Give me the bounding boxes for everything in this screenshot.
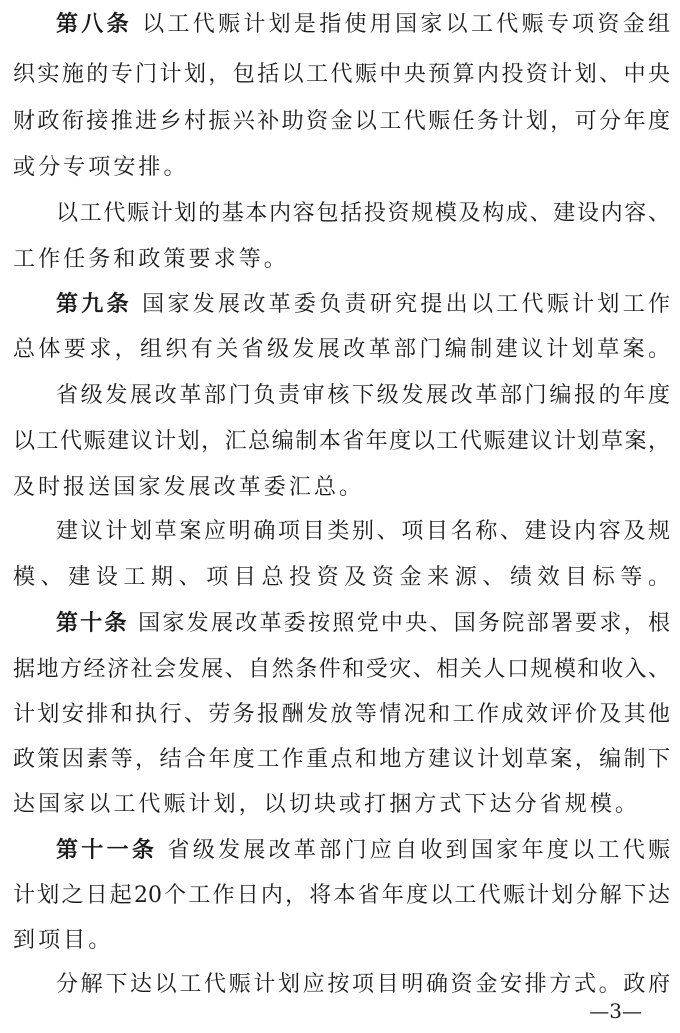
paragraph-text: 国家发展改革委按照党中央、国务院部署要求，根: [138, 611, 670, 636]
text-line: [13, 926, 670, 956]
text-line: [13, 745, 670, 775]
text-line: [13, 473, 670, 503]
article-8-heading-line: [56, 10, 670, 40]
page-number: —3—: [589, 999, 642, 1023]
text-line: [13, 60, 670, 90]
text-line: [13, 153, 670, 183]
text-line: [56, 381, 670, 411]
article-label: 第九条: [56, 292, 132, 317]
paragraph-text: 政策因素等，结合年度工作重点和地方建议计划草案，编制下: [13, 747, 670, 772]
article-label: 第十条: [56, 611, 129, 636]
text-line: [13, 790, 670, 820]
paragraph-text: 织实施的专门计划，包括以工代赈中央预算内投资计划、中央: [13, 62, 670, 87]
paragraph-text: 及时报送国家发展改革委汇总。: [13, 475, 365, 500]
text-line: [56, 970, 670, 1000]
text-line: [13, 655, 670, 685]
paragraph-text: 达国家以工代赈计划，以切块或打捆方式下达分省规模。: [13, 792, 641, 817]
text-line: [56, 517, 670, 547]
article-label: 第八条: [56, 12, 132, 37]
article-9-heading-line: [56, 290, 670, 320]
paragraph-text: 建议计划草案应明确项目类别、项目名称、建设内容及规: [56, 519, 670, 544]
text-line: [13, 335, 670, 365]
text-line: [13, 245, 670, 275]
paragraph-text: 以工代赈计划的基本内容包括投资规模及构成、建设内容、: [56, 201, 670, 226]
paragraph-text: 国家发展改革委负责研究提出以工代赈计划工作: [142, 292, 670, 317]
paragraph-text: 据地方经济社会发展、自然条件和受灾、相关人口规模和收入、: [13, 657, 670, 682]
article-11-heading-line: [56, 836, 670, 866]
text-line: [13, 881, 670, 911]
text-line: [56, 199, 670, 229]
paragraph-text: 以工代赈建议计划，汇总编制本省年度以工代赈建议计划草案，: [13, 429, 670, 454]
paragraph-text: 以工代赈计划是指使用国家以工代赈专项资金组: [142, 12, 670, 37]
paragraph-text: 财政衔接推进乡村振兴补助资金以工代赈任务计划，可分年度: [13, 109, 670, 134]
paragraph-text: 总体要求，组织有关省级发展改革部门编制建议计划草案。: [13, 337, 670, 362]
text-line: [13, 427, 670, 457]
paragraph-text: 或分专项安排。: [13, 155, 189, 180]
text-line: [13, 107, 670, 137]
paragraph-text: 省级发展改革部门负责审核下级发展改革部门编报的年度: [56, 383, 670, 408]
paragraph-text: 计划之日起20个工作日内，将本省年度以工代赈计划分解下达: [13, 883, 670, 908]
text-line: [13, 700, 670, 730]
article-10-heading-line: [56, 609, 670, 639]
paragraph-text: 计划安排和执行、劳务报酬发放等情况和工作成效评价及其他: [13, 702, 670, 727]
paragraph-text: 到项目。: [13, 928, 114, 953]
paragraph-text: 工作任务和政策要求等。: [13, 247, 289, 272]
paragraph-text: 模、建设工期、项目总投资及资金来源、绩效目标等。: [13, 565, 670, 590]
article-label: 第十一条: [56, 838, 158, 863]
paragraph-text: 分解下达以工代赈计划应按项目明确资金安排方式。政府: [56, 972, 670, 997]
text-line: [13, 563, 670, 593]
paragraph-text: 省级发展改革部门应自收到国家年度以工代赈: [167, 838, 670, 863]
